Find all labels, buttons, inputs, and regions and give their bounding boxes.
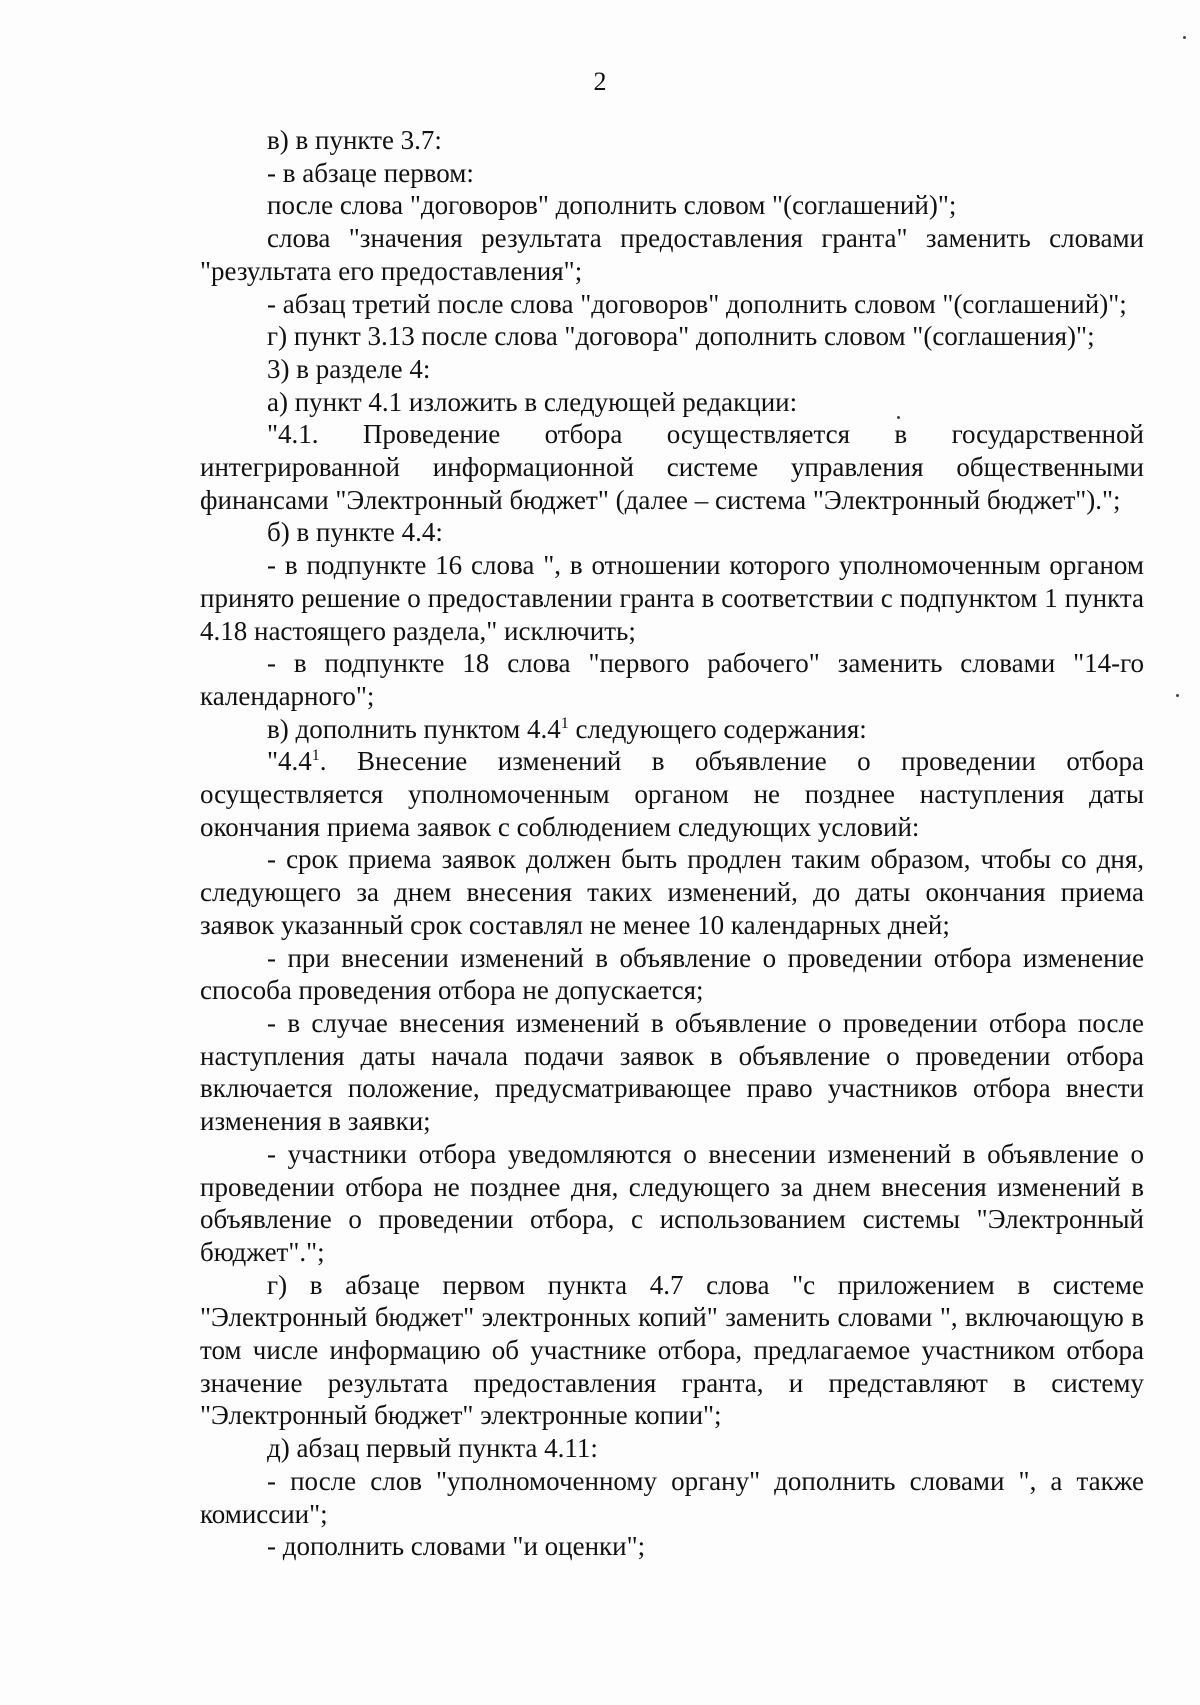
paragraph-text: в) дополнить пунктом 4.4 (267, 713, 561, 744)
paragraph: - дополнить словами "и оценки"; (267, 1531, 646, 1562)
paragraph: в) в пункте 3.7: (267, 125, 442, 155)
document-body (200, 124, 1144, 1563)
paragraph-text: . Внесение изменений в объявление о проведении отбора осуществляется уполномоченным органом не позднее наступления даты окончания приема заявок с соблюдением следующих условий: (200, 746, 1144, 842)
paragraph: - участники отбора уведомляются о внесении изменений в объявление о проведении отбора не позднее дня, следующего за днем внесения изменений в объявление о проведении отбора, с использованием системы "Электронный бюджет"."; (200, 1138, 1144, 1267)
scan-speck (1176, 694, 1179, 697)
paragraph: - в абзаце первом: (267, 157, 474, 188)
paragraph: а) пункт 4.1 изложить в следующей редакции: (267, 386, 798, 417)
paragraph-text: "4.4 (267, 746, 312, 777)
paragraph: - при внесении изменений в объявление о проведении отбора изменение способа проведения отбора не допускается; (200, 942, 1144, 1006)
paragraph: - абзац третий после слова "договоров" дополнить словом "(соглашений)"; (267, 288, 1127, 319)
paragraph: г) пункт 3.13 после слова "договора" дополнить словом "(соглашения)"; (267, 321, 1095, 352)
page-number: 2 (593, 67, 607, 96)
paragraph: после слова "договоров" дополнить словом "(соглашений)"; (267, 190, 957, 221)
scan-speck (1183, 36, 1186, 39)
paragraph (200, 713, 1144, 746)
paragraph: д) абзац первый пункта 4.11: (267, 1433, 598, 1464)
paragraph (200, 745, 1144, 843)
superscript: 1 (560, 714, 569, 732)
superscript: 1 (311, 747, 320, 765)
paragraph: 3) в разделе 4: (267, 353, 431, 384)
paragraph: "4.1. Проведение отбора осуществляется в государственной интегрированной информационной системе управления общественными финансами "Электронный бюджет" (далее – система "Электронный бюджет")."; (200, 419, 1144, 515)
paragraph: - в подпункте 18 слова "первого рабочего" заменить словами "14-го календарного"; (200, 648, 1144, 711)
paragraph-text: следующего содержания: (568, 713, 867, 744)
paragraph: б) в пункте 4.4: (267, 517, 443, 548)
paragraph: слова "значения результата предоставления гранта" заменить словами "результата его предоставления"; (200, 223, 1144, 286)
paragraph: - в случае внесения изменений в объявление о проведении отбора после наступления даты начала подачи заявок в объявление о проведении отбора включается положение, предусматривающее право участников отбора внести изменения в заявки; (200, 1007, 1144, 1137)
paragraph: - после слов "уполномоченному органу" дополнить словами ", а также комиссии"; (200, 1465, 1144, 1529)
paragraph: - срок приема заявок должен быть продлен таким образом, чтобы со дня, следующего за днем внесения таких изменений, до даты окончания приема заявок указанный срок составлял не менее 10 календарных дней; (200, 844, 1144, 940)
paragraph: - в подпункте 16 слова ", в отношении которого уполномоченным органом принято решение о предоставлении гранта в соответствии с подпунктом 1 пункта 4.18 настоящего раздела," исключить; (200, 550, 1144, 646)
paragraph: г) в абзаце первом пункта 4.7 слова "с приложением в системе "Электронный бюджет" электронных копий" заменить словами ", включающую в том числе информацию об участнике отбора, предлагаемое участником отбора значение результата предоставления гранта, и представляют в систему "Электронный бюджет" электронные копии"; (200, 1269, 1144, 1431)
